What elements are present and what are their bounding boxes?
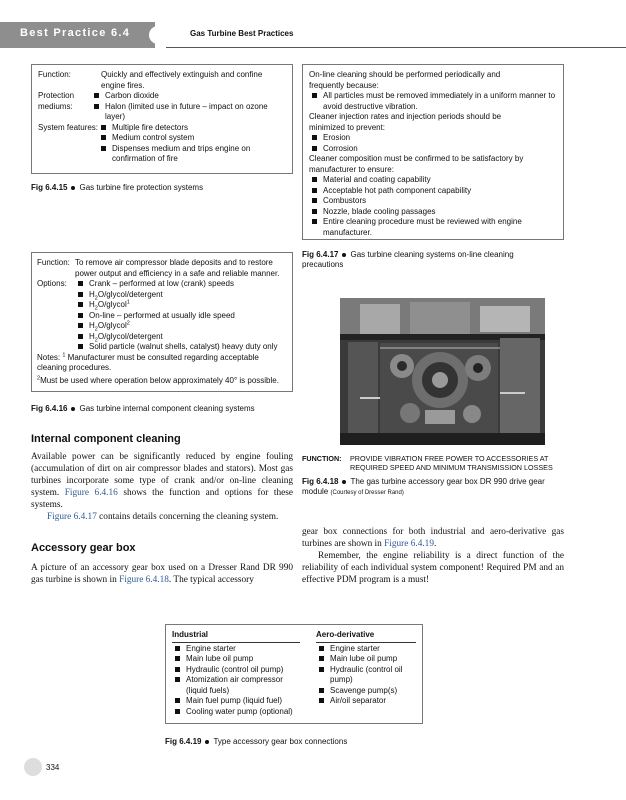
fig18-caption-text: module — [302, 487, 329, 496]
aero-derivative-column — [316, 630, 416, 707]
fig18-function-row — [302, 454, 564, 472]
formula-h: H — [89, 300, 95, 309]
list-item: Acceptable hot path component capability — [309, 186, 557, 197]
fig17-intro-line: frequently because: — [309, 80, 379, 90]
fig16-notes-label: Notes: — [37, 352, 61, 362]
fig15-system-row — [38, 123, 286, 165]
gearbox-connections-text — [302, 526, 564, 586]
fig15-caption-number: Fig 6.4.15 — [31, 183, 68, 192]
fig15-protection-list — [91, 91, 276, 123]
paragraph — [31, 451, 293, 511]
fig16-note1-cont: cleaning procedures. — [37, 363, 112, 372]
fig16-function-line: power output and efficiency in a safe and reliable manner. — [75, 268, 280, 278]
text-run: . — [433, 539, 437, 549]
caption-bullet — [71, 186, 75, 190]
fig17-intro3-line: manufacturer to ensure: — [309, 164, 394, 174]
fig15-system-label: System features: — [38, 122, 99, 132]
footnote-mark: 2 — [37, 374, 41, 381]
list-item: Engine starter — [316, 644, 416, 655]
fig15-protection-label-line: mediums: — [38, 101, 73, 111]
fig16-function-line: To remove air compressor blade deposits and to restore — [75, 258, 273, 267]
list-item: Hydraulic (control oil pump) — [316, 665, 416, 686]
formula-h: H — [89, 331, 95, 341]
list-item: All particles must be removed immediately in a uniform manner to avoid destructive vibration. — [309, 91, 557, 112]
formula-h: H — [89, 289, 95, 299]
fig16-function-label: Function: — [37, 258, 70, 267]
paragraph — [31, 511, 293, 523]
list-item: Entire cleaning procedure must be reviewed with engine manufacturer. — [309, 217, 557, 238]
fig17-list-2 — [309, 133, 557, 154]
formula-rest: O/glycol — [97, 300, 127, 309]
paragraph — [302, 526, 564, 550]
fig17-caption-text: precautions — [302, 260, 344, 269]
footnote-mark: 1 — [62, 351, 66, 358]
fig15-system-list — [98, 123, 276, 165]
fig16-function-text — [75, 258, 279, 279]
fig17-intro-line: On-line cleaning should be performed periodically and — [309, 70, 501, 79]
page-number-marker — [24, 758, 42, 776]
footnote-mark: 1 — [126, 299, 130, 306]
fig15-function-label: Function: — [38, 70, 71, 79]
fig17-intro2-line: minimized to prevent: — [309, 122, 386, 132]
list-item — [75, 332, 278, 343]
fig18-courtesy: (Courtesy of Dresser Rand) — [330, 490, 404, 496]
text-run: shows the function and options for these systems. — [31, 488, 294, 510]
formula-sub: 2 — [94, 326, 98, 333]
fig15-protection-label-line: Protection — [38, 91, 75, 100]
fig18-caption — [302, 477, 564, 498]
list-item: Engine starter — [172, 644, 300, 655]
fig15-protection-label — [38, 91, 91, 123]
list-item: Material and coating capability — [309, 175, 557, 186]
fig18-function-label: FUNCTION: — [302, 454, 342, 463]
list-item: Multiple fire detectors — [98, 123, 276, 134]
fig16-note2-text: Must be used where operation below approximately 40° is possible. — [40, 375, 279, 385]
figure-link[interactable]: Figure 6.4.16 — [64, 488, 118, 498]
fig17-caption-number: Fig 6.4.17 — [302, 250, 339, 259]
fig16-function-row — [37, 258, 287, 279]
list-item — [75, 290, 278, 301]
formula-sub: 2 — [94, 305, 98, 312]
fig16-note2 — [37, 376, 287, 387]
caption-bullet — [71, 407, 75, 411]
list-item: Dispenses medium and trips engine on confirmation of fire — [98, 144, 276, 165]
paragraph: Remember, the engine reliability is a direct function of the reliability of each individual system component! Required PM and an effective PDM program is a must! — [302, 551, 564, 585]
industrial-list — [172, 644, 300, 718]
list-item: Medium control system — [98, 133, 276, 144]
fig16-options-label: Options: — [37, 279, 67, 288]
formula-rest: O/glycol/detergent — [97, 289, 163, 299]
caption-bullet — [205, 740, 209, 744]
list-item: Atomization air compressor (liquid fuels) — [172, 675, 300, 696]
section-tab — [0, 22, 155, 48]
fig18-function-line: REQUIRED SPEED AND MINIMUM TRANSMISSION LOSSES — [350, 463, 553, 472]
accessory-gearbox-heading: Accessory gear box — [31, 542, 136, 554]
list-item: Air/oil separator — [316, 696, 416, 707]
industrial-column — [172, 630, 300, 717]
list-item: Scavenge pump(s) — [316, 686, 416, 697]
list-item: Cooling water pump (optional) — [172, 707, 300, 718]
fig15-caption-text: Gas turbine fire protection systems — [79, 183, 204, 192]
fig15-box — [31, 64, 293, 174]
fig16-caption-number: Fig 6.4.16 — [31, 404, 68, 413]
caption-bullet — [342, 480, 346, 484]
list-item: Main lube oil pump — [316, 654, 416, 665]
gearbox-illustration — [340, 298, 545, 445]
fig16-options-list — [75, 279, 278, 353]
figure-link[interactable]: Figure 6.4.17 — [47, 512, 97, 522]
internal-cleaning-heading: Internal component cleaning — [31, 433, 181, 445]
fig18-caption-number: Fig 6.4.18 — [302, 477, 339, 486]
fig17-list-1 — [309, 91, 557, 112]
formula-rest: O/glycol — [97, 321, 127, 330]
section-tab-cap — [149, 26, 167, 44]
fig17-caption — [302, 250, 514, 270]
text-run: gear box connections for both industrial and aero-derivative gas turbines are shown in — [302, 527, 564, 549]
fig17-box — [302, 64, 564, 240]
fig15-function-line: Quickly and effectively extinguish and confine — [101, 70, 263, 79]
formula-sub: 2 — [94, 337, 98, 344]
fig15-protection-row — [38, 91, 286, 123]
internal-cleaning-text — [31, 451, 293, 523]
fig19-caption-number: Fig 6.4.19 — [165, 737, 202, 746]
list-item: On-line – performed at usually idle speed — [75, 311, 278, 322]
fig17-list-3 — [309, 175, 557, 238]
list-item: Main lube oil pump — [172, 654, 300, 665]
figure-link[interactable]: Figure 6.4.19 — [384, 539, 434, 549]
gearbox-photo — [340, 298, 545, 445]
text-run: . The typical accessory — [168, 575, 254, 585]
fig18-function-text — [350, 454, 553, 472]
fig17-intro2-line: Cleaner injection rates and injection periods should be — [309, 112, 502, 121]
formula-sub: 2 — [94, 295, 98, 302]
text-run: A picture of an accessory gear box used on a Dresser Rand DR 990 gas turbine is shown in — [31, 563, 293, 585]
list-item: Main fuel pump (liquid fuel) — [172, 696, 300, 707]
list-item: Solid particle (walnut shells, catalyst) heavy duty only — [75, 342, 278, 353]
list-item: Halon (limited use in future – impact on ozone layer) — [91, 102, 276, 123]
fig15-function-line: engine fires. — [101, 80, 145, 90]
aero-derivative-list — [316, 644, 416, 707]
fig18-function — [302, 454, 564, 472]
industrial-heading: Industrial — [172, 630, 300, 643]
fig19-caption — [165, 737, 347, 747]
list-item — [75, 300, 278, 311]
text-run: contains details concerning the cleaning system. — [99, 512, 279, 522]
fig16-options-row — [37, 279, 287, 353]
list-item: Hydraulic (control oil pump) — [172, 665, 300, 676]
fig16-caption-text: Gas turbine internal component cleaning systems — [79, 404, 255, 413]
page-number: 334 — [46, 763, 60, 772]
fig16-box — [31, 252, 293, 392]
formula-h: H — [89, 321, 95, 330]
footnote-mark: 2 — [126, 320, 130, 327]
list-item: Nozzle, blade cooling passages — [309, 207, 557, 218]
running-header — [0, 22, 626, 48]
caption-bullet — [342, 253, 346, 257]
list-item: Corrosion — [309, 144, 557, 155]
fig17-intro3-line: Cleaner composition must be confirmed to be satisfactory by — [309, 154, 524, 163]
fig18-caption-text: The gas turbine accessory gear box DR 990 drive gear — [350, 477, 545, 486]
list-item: Erosion — [309, 133, 557, 144]
aero-derivative-heading: Aero-derivative — [316, 630, 416, 643]
fig16-note1 — [37, 353, 287, 364]
formula-rest: O/glycol/detergent — [97, 331, 163, 341]
fig16-caption — [31, 404, 255, 414]
fig19-box — [165, 624, 423, 724]
fig16-note1-text: Manufacturer must be consulted regarding acceptable — [67, 352, 259, 362]
fig15-function-text — [101, 70, 262, 91]
fig19-caption-text: Type accessory gear box connections — [213, 737, 348, 746]
list-item — [75, 321, 278, 332]
fig17-caption-text: Gas turbine cleaning systems on-line cleaning — [350, 250, 514, 259]
text-run: Available power can be significantly reduced by engine fouling (accumulation of dirt on air compressor blades and stators). Most gas turbines incorporate some type of crank and/or on-line cleaning system. — [31, 452, 293, 498]
list-item: Carbon dioxide — [91, 91, 276, 102]
fig18-function-line: PROVIDE VIBRATION FREE POWER TO ACCESSORIES AT — [350, 454, 549, 463]
list-item: Crank – performed at low (crank) speeds — [75, 279, 278, 290]
header-rule — [166, 47, 626, 48]
section-label: Best Practice 6.4 — [20, 27, 131, 39]
header-title: Gas Turbine Best Practices — [190, 29, 294, 38]
paragraph — [31, 562, 293, 586]
list-item: Combustors — [309, 196, 557, 207]
figure-link[interactable]: Figure 6.4.18 — [119, 575, 169, 585]
fig15-function-row — [38, 70, 286, 91]
accessory-gearbox-text — [31, 562, 293, 586]
fig15-caption — [31, 183, 203, 193]
